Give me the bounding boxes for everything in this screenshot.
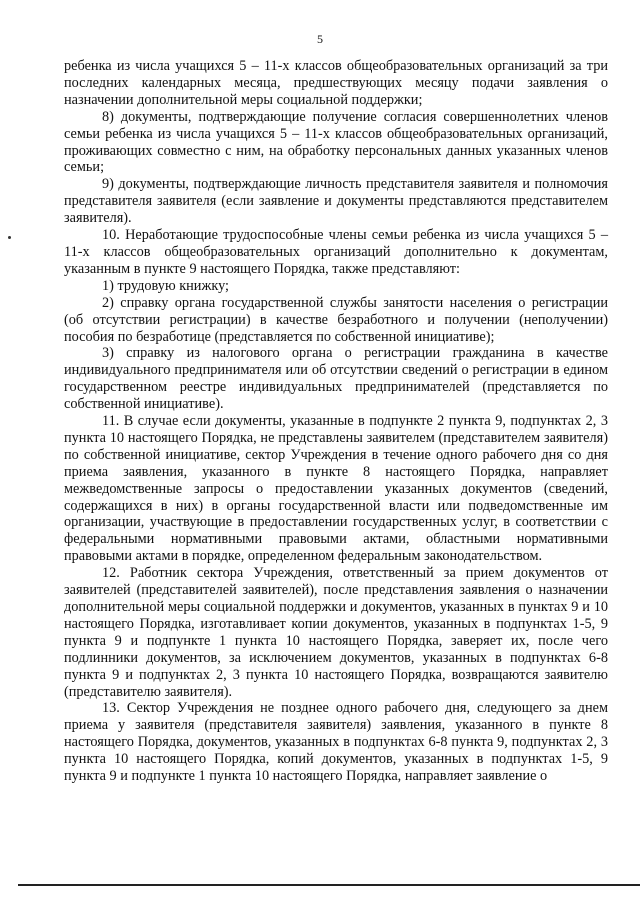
document-body — [64, 58, 608, 785]
paragraph-continuation: ребенка из числа учащихся 5 – 11-х классов общеобразовательных организаций за три последних календарных месяца, предшествующих месяцу подачи заявления о назначении дополнительной меры социальной поддержки; — [64, 58, 608, 108]
paragraph-clause-11: 11. В случае если документы, указанные в подпункте 2 пункта 9, подпунктах 2, 3 пункта 10 настоящего Порядка, не представлены заявителем (представителем заявителя) по собственной инициативе, сектор Учреждения в течение одного рабочего дня со дня приема заявления, указанного в пункте 8 настоящего Порядка, направляет межведомственные запросы о предоставлении указанных документов (сведений, содержащихся в них) в органы государственной власти или подведомственные им организации, участвующие в предоставлении государственных услуг, в соответствии с федеральными нормативными правовыми актами, областными нормативными правовыми актами в порядке, определенном федеральным законодательством. — [64, 413, 608, 565]
paragraph-item-8: 8) документы, подтверждающие получение согласия совершеннолетних членов семьи ребенка из числа учащихся 5 – 11-х классов общеобразовательных организаций, проживающих совместно с ним, на обработку персональных данных указанных членов семьи; — [64, 108, 608, 176]
margin-dot — [8, 236, 11, 239]
bottom-rule — [18, 884, 640, 886]
paragraph-clause-13: 13. Сектор Учреждения не позднее одного рабочего дня, следующего за днем приема у заявителя (представителя заявителя) заявления, указанного в пункте 8 настоящего Порядка, документов, указанных в подпунктах 6-8 пункта 9, подпунктах 2, 3 пункта 10 настоящего Порядка, копий документов, указанных в подпунктах 1-5, 9 пункта 9 и подпункте 1 пункта 10 настоящего Порядка, направляет заявление о — [64, 700, 608, 785]
paragraph-subitem-3: 3) справку из налогового органа о регистрации гражданина в качестве индивидуального предпринимателя или об отсутствии сведений о регистрации в едином государственном реестре индивидуальных предпринимателей (представляется по собственной инициативе). — [64, 345, 608, 413]
paragraph-subitem-2: 2) справку органа государственной службы занятости населения о регистрации (об отсутствии регистрации) в качестве безработного и получении (неполучении) пособия по безработице (представляется по собственной инициативе); — [64, 294, 608, 345]
paragraph-clause-12: 12. Работник сектора Учреждения, ответственный за прием документов от заявителей (представителей заявителей), после представления заявления о назначении дополнительной меры социальной поддержки и документов, указанных в пунктах 9 и 10 настоящего Порядка, изготавливает копии документов, указанных в подпунктах 1-5, 9 пункта 9 и подпункте 1 пункта 10 настоящего Порядка, заверяет их, после чего подлинники документов, за исключением документов, указанных в подпунктах 6-8 пункта 9 и подпунктах 2, 3 пункта 10 настоящего Порядка, возвращаются заявителю (представителю заявителя). — [64, 565, 608, 700]
paragraph-item-9: 9) документы, подтверждающие личность представителя заявителя и полномочия представителя заявителя (если заявление и документы представляются представителем заявителя). — [64, 176, 608, 227]
page-number: 5 — [317, 32, 323, 46]
paragraph-subitem-1: 1) трудовую книжку; — [102, 277, 230, 294]
paragraph-clause-10: 10. Неработающие трудоспособные члены семьи ребенка из числа учащихся 5 – 11-х классов общеобразовательных организаций дополнительно к документам, указанным в пункте 9 настоящего Порядка, также представляют: — [64, 227, 608, 277]
